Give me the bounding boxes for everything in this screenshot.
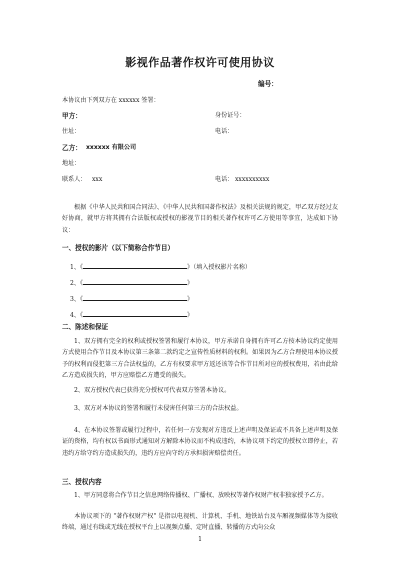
film-item: 1、《 》（填入授权影片名称） [70, 264, 252, 271]
film-item: 4、《 》 [70, 312, 194, 319]
document-title: 影视作品著作权许可使用协议 [125, 56, 275, 69]
section-1-heading: 一、授权的影片（以下简称合作节目） [62, 244, 175, 252]
section-2-heading: 二、陈述和保证 [62, 323, 109, 331]
preamble-paragraph: 根据《中华人民共和国合同法》、《中华人民共和国著作权法》及相关法规的规定，甲乙双方经过友好协商，就甲方将其拥有合法版权或授权的影视节目的相关著作权许可乙方使用等事宜，达成如下协议： [62, 204, 338, 234]
section-3-paragraph-2: 本协议项下的 "著作权财产权" 是指以电视机、计算机、手机、地铁站台及车厢视频媒体等为接收终端，通过有线或无线在授权平台上以视频点播、定时直播、转播的方式向公众 [62, 513, 338, 532]
section-2-paragraph-4: 4、在本协议签署或履行过程中，若任何一方发现对方违反上述声明及保证或不具备上述声明及保证的资格，均有权以书面形式通知对方解除本协议而不构成违约，本协议项下约定的授权立即停止，若违约方给守约方造成损失的，违约方应向守约方承担损害赔偿责任。 [62, 427, 338, 457]
film-item: 2、《 》 [70, 280, 194, 287]
party-b-phone-label: 电话： [215, 176, 234, 183]
party-b-contact-value: xxx [92, 176, 103, 183]
intro-text: 本协议由下列双方在 xxxxxx 签署： [62, 97, 160, 104]
party-a-id-label: 身份证号： [215, 112, 246, 119]
party-b-address-label: 地址： [62, 160, 81, 167]
section-2-paragraph-2: 2、双方授权代表已获得充分授权可代表双方签署本协议。 [74, 387, 231, 394]
film-title-blank[interactable] [83, 278, 187, 285]
party-a-label: 甲方： [62, 112, 82, 120]
section-3-paragraph-1: 1、甲方同意将合作节目之信息网络传播权、广播权、放映权等著作权财产权非独家授予乙方。 [74, 492, 328, 499]
film-item: 3、《 》 [70, 296, 194, 303]
party-a-address-label: 住址： [62, 128, 81, 135]
party-a-phone-label: 电话： [215, 128, 234, 135]
page-number: 1 [198, 536, 202, 543]
section-2-paragraph-3: 3、双方对本协议的签署和履行未侵害任何第三方的合法权益。 [74, 405, 243, 412]
party-b-label: 乙方： [62, 144, 82, 152]
film-title-blank[interactable] [83, 294, 187, 301]
section-2-paragraph-1: 1、双方拥有完全的权利或授权签署和履行本协议，甲方承诺自身拥有许可乙方按本协议约定使用方式使用合作节目及本协议第三条第二款约定之宣传性质材料的权利。如果因为乙方合理使用本协议授予的权利而侵犯第三方合法权益的，乙方有权要求甲方返还该等合作节目所对应的授权费用，若由此给乙方造成损失的，甲方应赔偿乙方遭受的损失。 [62, 338, 338, 380]
party-b-phone-value: xxxxxxxxxx [235, 176, 270, 183]
party-b-name: xxxxxx 有限公司 [86, 144, 137, 151]
film-title-blank[interactable] [83, 262, 187, 269]
section-3-heading: 三、授权内容 [62, 478, 102, 486]
party-b-contact-label: 联系人： [62, 176, 87, 183]
film-title-blank[interactable] [83, 310, 187, 317]
contract-number-label: 编号： [258, 80, 278, 88]
